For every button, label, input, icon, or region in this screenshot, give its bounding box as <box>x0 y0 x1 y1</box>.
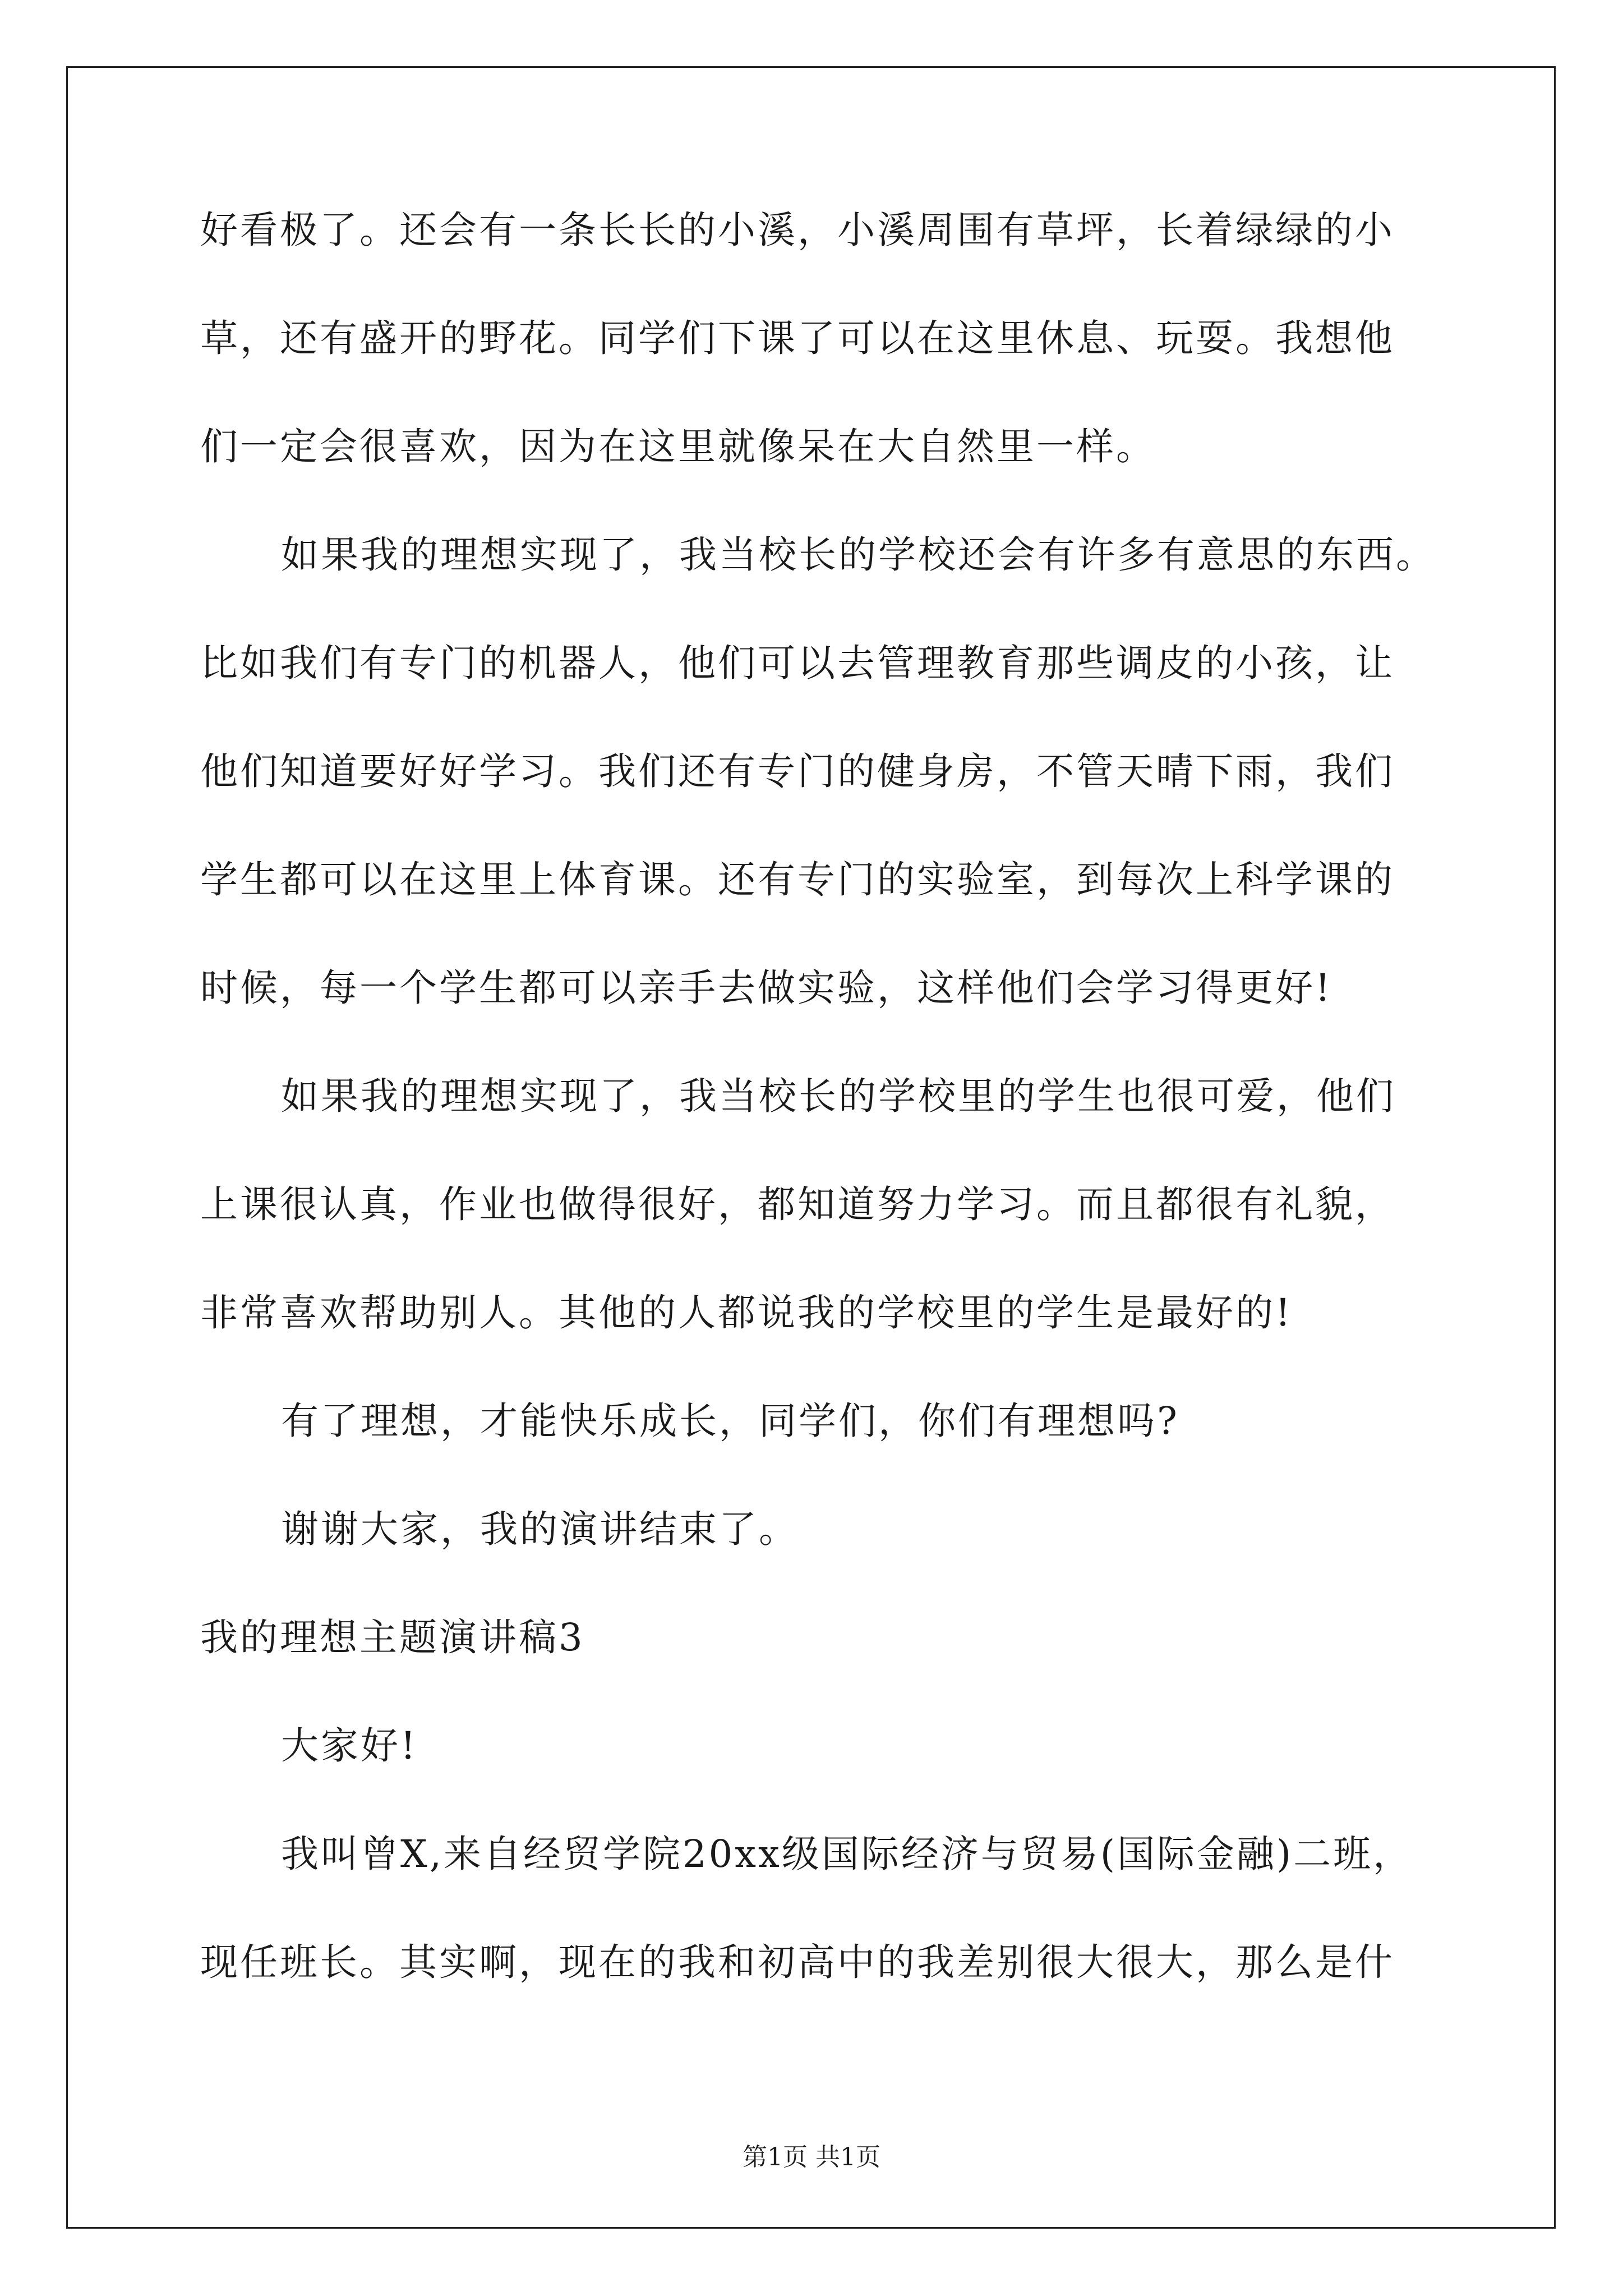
text-line: 上课很认真，作业也做得很好，都知道努力学习。而且都很有礼貌， <box>200 1182 1395 1226</box>
paragraph-start-line: 如果我的理想实现了，我当校长的学校里的学生也很可爱，他们 <box>281 1074 1396 1118</box>
paragraph-start-line: 我叫曾X,来自经贸学院20xx级国际经济与贸易(国际金融)二班， <box>281 1832 1413 1876</box>
page-border <box>66 66 1556 2229</box>
paragraph-start-line: 谢谢大家，我的演讲结束了。 <box>281 1507 799 1551</box>
text-line: 草，还有盛开的野花。同学们下课了可以在这里休息、玩耍。我想他 <box>200 316 1395 360</box>
text-line: 时候，每一个学生都可以亲手去做实验，这样他们会学习得更好! <box>200 966 1332 1010</box>
text-line: 非常喜欢帮助别人。其他的人都说我的学校里的学生是最好的! <box>200 1291 1293 1335</box>
text-line: 们一定会很喜欢，因为在这里就像呆在大自然里一样。 <box>200 425 1156 468</box>
page-footer: 第1页 共1页 <box>743 2143 880 2171</box>
text-line: 他们知道要好好学习。我们还有专门的健身房，不管天晴下雨，我们 <box>200 749 1395 793</box>
section-heading: 我的理想主题演讲稿3 <box>200 1616 585 1659</box>
text-line: 现任班长。其实啊，现在的我和初高中的我差别很大很大，那么是什 <box>200 1940 1395 1984</box>
paragraph-start-line: 大家好! <box>281 1724 418 1768</box>
paragraph-start-line: 如果我的理想实现了，我当校长的学校还会有许多有意思的东西。 <box>281 533 1436 577</box>
text-line: 好看极了。还会有一条长长的小溪，小溪周围有草坪，长着绿绿的小 <box>200 208 1395 252</box>
text-line: 比如我们有专门的机器人，他们可以去管理教育那些调皮的小孩，让 <box>200 641 1395 685</box>
text-line: 学生都可以在这里上体育课。还有专门的实验室，到每次上科学课的 <box>200 858 1395 901</box>
paragraph-start-line: 有了理想，才能快乐成长，同学们，你们有理想吗? <box>281 1399 1179 1443</box>
